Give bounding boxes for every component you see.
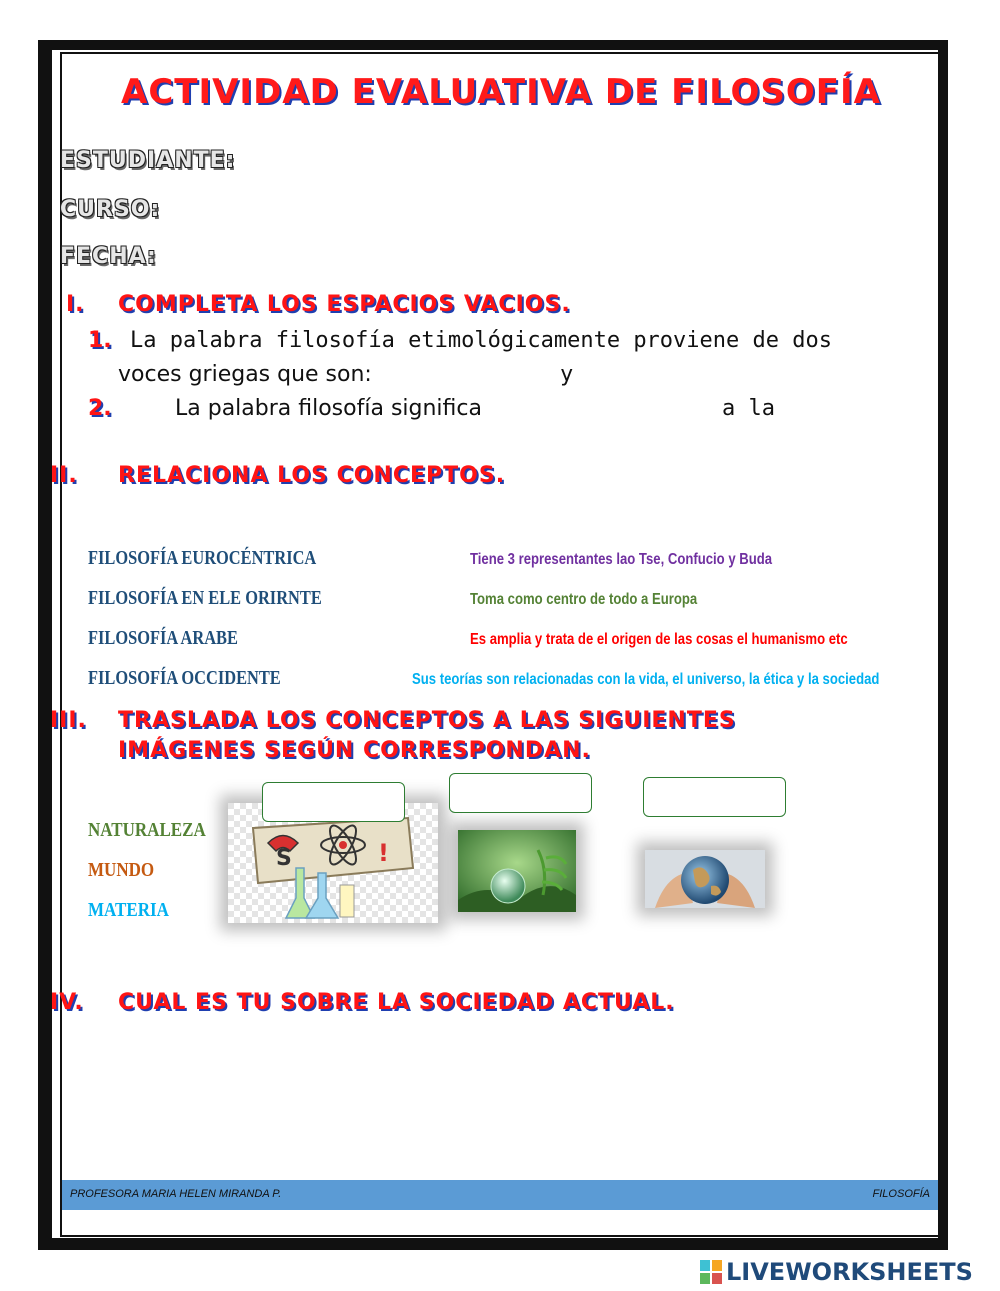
question-1-line-1: La palabra filosofía etimológicamente proviene de dos [130, 328, 832, 353]
svg-text:!: ! [378, 839, 389, 867]
nature-image [458, 830, 576, 912]
description-1[interactable]: Tiene 3 representantes lao Tse, Confucio y Buda [470, 551, 773, 568]
description-4[interactable]: Sus teorías son relacionadas con la vida, el universo, la ética y la sociedad [412, 671, 880, 688]
word-nature[interactable]: NATURALEZA [88, 819, 206, 841]
question-1-conjunction: y [560, 362, 574, 387]
date-label: FECHA: [60, 244, 157, 269]
answer-blank-2[interactable] [578, 362, 698, 388]
word-world[interactable]: MUNDO [88, 859, 155, 881]
svg-text:S: S [276, 846, 292, 871]
section-2-heading: RELACIONA LOS CONCEPTOS. [118, 463, 506, 488]
question-2-text-end: a la [722, 396, 775, 421]
section-3-heading-line-1: TRASLADA LOS CONCEPTOS A LAS SIGUIENTES [118, 708, 736, 733]
question-2-text: La palabra filosofía significa [175, 396, 482, 421]
question-1-line-2: voces griegas que son: [118, 362, 372, 387]
word-matter[interactable]: MATERIA [88, 899, 169, 921]
page-footer [62, 1180, 938, 1210]
question-1-number: 1. [88, 328, 112, 353]
drop-box-3[interactable] [643, 777, 786, 817]
concept-east[interactable]: FILOSOFÍA EN ELE ORIRNTE [88, 587, 322, 609]
answer-blank-3[interactable] [612, 396, 717, 422]
footer-teacher: PROFESORA MARIA HELEN MIRANDA P. [70, 1188, 282, 1200]
footer-subject: FILOSOFÍA [872, 1188, 930, 1200]
description-3[interactable]: Es amplia y trata de el origen de las cosas el humanismo etc [470, 631, 848, 648]
answer-area[interactable] [118, 1030, 918, 1160]
section-1-heading: COMPLETA LOS ESPACIOS VACIOS. [118, 292, 571, 317]
liveworksheets-logo-icon [700, 1260, 722, 1284]
section-3-heading-line-2: IMÁGENES SEGÚN CORRESPONDAN. [118, 738, 591, 763]
student-label: ESTUDIANTE: [60, 148, 236, 173]
course-label: CURSO: [60, 197, 161, 222]
concept-arab[interactable]: FILOSOFÍA ARABE [88, 627, 238, 649]
section-4-heading: CUAL ES TU SOBRE LA SOCIEDAD ACTUAL. [118, 990, 675, 1015]
leaf-globe-icon [458, 830, 576, 912]
section-2-numeral: II. [50, 463, 78, 488]
world-image [645, 850, 765, 908]
description-2[interactable]: Toma como centro de todo a Europa [470, 591, 698, 608]
concept-eurocentric[interactable]: FILOSOFÍA EUROCÉNTRICA [88, 547, 317, 569]
section-1-numeral: I. [66, 292, 85, 317]
section-4-numeral: IV. [50, 990, 84, 1015]
brand-name: LIVEWORKSHEETS [726, 1258, 973, 1286]
drop-box-1[interactable] [262, 782, 405, 822]
question-2-number: 2. [88, 396, 112, 421]
globe-hands-icon [645, 850, 765, 908]
brand-logo [700, 1258, 973, 1286]
answer-blank-1[interactable] [432, 362, 552, 388]
drop-box-2[interactable] [449, 773, 592, 813]
section-3-numeral: III. [50, 708, 87, 733]
page-title: ACTIVIDAD EVALUATIVA DE FILOSOFÍA [121, 72, 881, 112]
concept-west[interactable]: FILOSOFÍA OCCIDENTE [88, 667, 281, 689]
